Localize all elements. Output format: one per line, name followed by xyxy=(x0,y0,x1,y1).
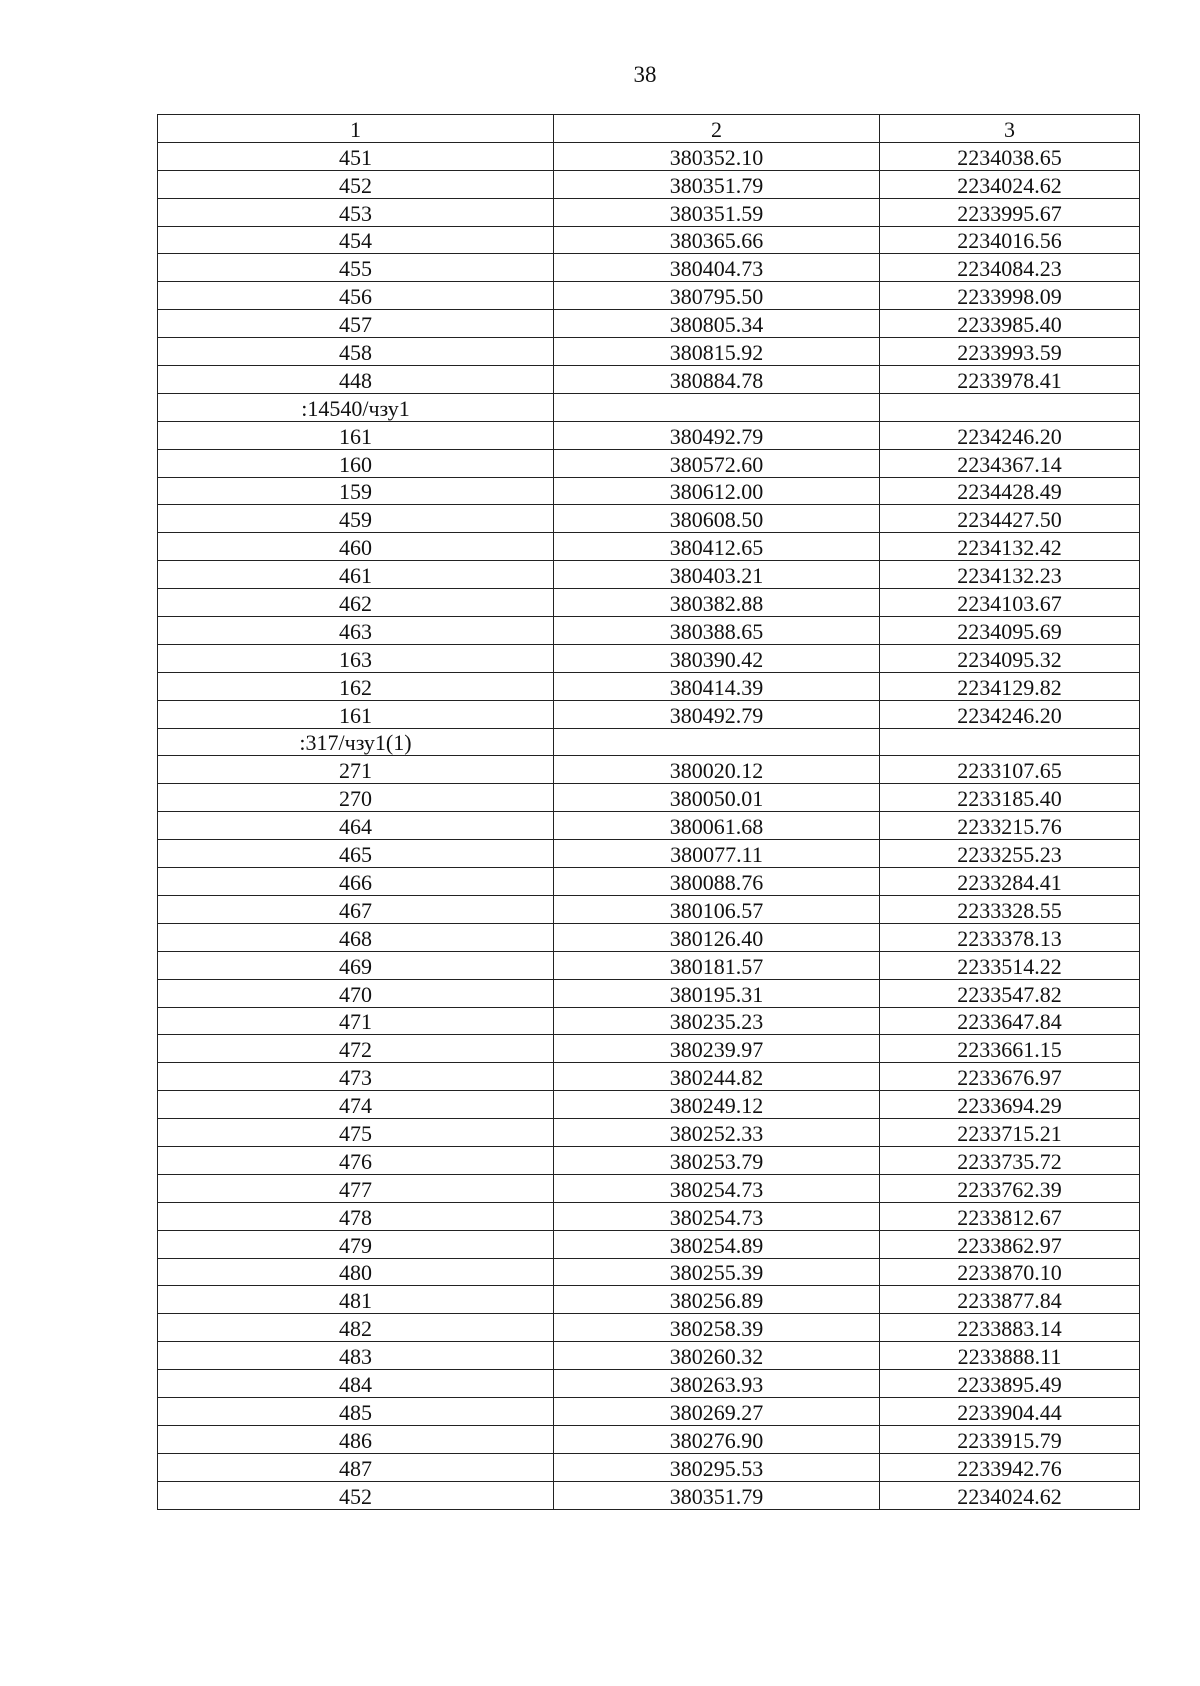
x-coordinate-cell: 380612.00 xyxy=(554,477,880,505)
point-number-cell: 467 xyxy=(158,895,554,923)
x-coordinate-cell: 380050.01 xyxy=(554,784,880,812)
section-label: :317/чзу1(1) xyxy=(158,728,554,756)
table-row xyxy=(158,254,1140,282)
x-coordinate-cell: 380255.39 xyxy=(554,1258,880,1286)
table-row xyxy=(158,1063,1140,1091)
point-number-cell: 475 xyxy=(158,1119,554,1147)
table-row xyxy=(158,1202,1140,1230)
table-header xyxy=(158,115,1140,143)
x-coordinate-cell: 380412.65 xyxy=(554,533,880,561)
table-row xyxy=(158,756,1140,784)
table-row xyxy=(158,672,1140,700)
y-coordinate-cell: 2233942.76 xyxy=(880,1453,1140,1481)
coordinates-table xyxy=(157,114,1140,1510)
x-coordinate-cell: 380414.39 xyxy=(554,672,880,700)
table-row xyxy=(158,1314,1140,1342)
table-row xyxy=(158,617,1140,645)
page-number: 38 xyxy=(633,62,657,87)
y-coordinate-cell: 2233715.21 xyxy=(880,1119,1140,1147)
y-coordinate-cell: 2233978.41 xyxy=(880,366,1140,394)
point-number-cell: 464 xyxy=(158,812,554,840)
y-coordinate-cell: 2233995.67 xyxy=(880,198,1140,226)
y-coordinate-cell: 2233647.84 xyxy=(880,1007,1140,1035)
y-coordinate-cell: 2233895.49 xyxy=(880,1370,1140,1398)
y-coordinate-cell: 2233694.29 xyxy=(880,1091,1140,1119)
point-number-cell: 483 xyxy=(158,1342,554,1370)
point-number-cell: 484 xyxy=(158,1370,554,1398)
y-coordinate-cell: 2234038.65 xyxy=(880,142,1140,170)
x-coordinate-cell: 380239.97 xyxy=(554,1035,880,1063)
x-coordinate-cell: 380492.79 xyxy=(554,421,880,449)
x-coordinate-cell: 380254.73 xyxy=(554,1174,880,1202)
y-coordinate-cell: 2233998.09 xyxy=(880,282,1140,310)
point-number-cell: 448 xyxy=(158,366,554,394)
x-coordinate-cell: 380235.23 xyxy=(554,1007,880,1035)
table-row xyxy=(158,1146,1140,1174)
table-row xyxy=(158,170,1140,198)
point-number-cell: 487 xyxy=(158,1453,554,1481)
y-coordinate-cell: 2234024.62 xyxy=(880,170,1140,198)
table-row xyxy=(158,700,1140,728)
x-coordinate-cell: 380249.12 xyxy=(554,1091,880,1119)
table-row xyxy=(158,1481,1140,1509)
x-coordinate-cell: 380088.76 xyxy=(554,868,880,896)
y-coordinate-cell: 2233888.11 xyxy=(880,1342,1140,1370)
x-coordinate-cell: 380365.66 xyxy=(554,226,880,254)
y-coordinate-cell: 2233676.97 xyxy=(880,1063,1140,1091)
y-coordinate-cell: 2234132.23 xyxy=(880,561,1140,589)
y-coordinate-cell: 2234103.67 xyxy=(880,589,1140,617)
table-row xyxy=(158,812,1140,840)
table-row xyxy=(158,1091,1140,1119)
point-number-cell: 162 xyxy=(158,672,554,700)
y-coordinate-cell: 2233215.76 xyxy=(880,812,1140,840)
table-row xyxy=(158,1230,1140,1258)
table-row xyxy=(158,1370,1140,1398)
table-row xyxy=(158,1119,1140,1147)
x-coordinate-cell: 380256.89 xyxy=(554,1286,880,1314)
point-number-cell: 163 xyxy=(158,644,554,672)
table-row xyxy=(158,477,1140,505)
point-number-cell: 455 xyxy=(158,254,554,282)
table-row xyxy=(158,840,1140,868)
header-row xyxy=(158,115,1140,143)
point-number-cell: 451 xyxy=(158,142,554,170)
point-number-cell: 159 xyxy=(158,477,554,505)
point-number-cell: 460 xyxy=(158,533,554,561)
y-coordinate-cell: 2233870.10 xyxy=(880,1258,1140,1286)
x-coordinate-cell: 380382.88 xyxy=(554,589,880,617)
x-coordinate-cell: 380258.39 xyxy=(554,1314,880,1342)
point-number-cell: 462 xyxy=(158,589,554,617)
point-number-cell: 453 xyxy=(158,198,554,226)
x-coordinate-cell: 380276.90 xyxy=(554,1425,880,1453)
y-coordinate-cell: 2234367.14 xyxy=(880,449,1140,477)
x-coordinate-cell: 380492.79 xyxy=(554,700,880,728)
section-label-row xyxy=(158,393,1140,421)
y-coordinate-cell: 2233107.65 xyxy=(880,756,1140,784)
x-coordinate-cell: 380195.31 xyxy=(554,979,880,1007)
y-coordinate-cell xyxy=(880,728,1140,756)
x-coordinate-cell: 380388.65 xyxy=(554,617,880,645)
table-row xyxy=(158,226,1140,254)
x-coordinate-cell: 380077.11 xyxy=(554,840,880,868)
point-number-cell: 471 xyxy=(158,1007,554,1035)
table-row xyxy=(158,561,1140,589)
x-coordinate-cell: 380260.32 xyxy=(554,1342,880,1370)
column-header-point: 1 xyxy=(158,115,554,143)
x-coordinate-cell: 380061.68 xyxy=(554,812,880,840)
x-coordinate-cell: 380254.89 xyxy=(554,1230,880,1258)
x-coordinate-cell: 380404.73 xyxy=(554,254,880,282)
table-row xyxy=(158,895,1140,923)
y-coordinate-cell: 2233862.97 xyxy=(880,1230,1140,1258)
table-row xyxy=(158,868,1140,896)
x-coordinate-cell: 380254.73 xyxy=(554,1202,880,1230)
x-coordinate-cell xyxy=(554,728,880,756)
point-number-cell: 473 xyxy=(158,1063,554,1091)
point-number-cell: 452 xyxy=(158,1481,554,1509)
point-number-cell: 161 xyxy=(158,700,554,728)
y-coordinate-cell: 2233284.41 xyxy=(880,868,1140,896)
table-row xyxy=(158,1342,1140,1370)
y-coordinate-cell: 2233812.67 xyxy=(880,1202,1140,1230)
y-coordinate-cell: 2233877.84 xyxy=(880,1286,1140,1314)
y-coordinate-cell: 2234246.20 xyxy=(880,421,1140,449)
y-coordinate-cell: 2233915.79 xyxy=(880,1425,1140,1453)
table-row xyxy=(158,644,1140,672)
x-coordinate-cell: 380126.40 xyxy=(554,923,880,951)
column-header-x: 2 xyxy=(554,115,880,143)
point-number-cell: 457 xyxy=(158,310,554,338)
x-coordinate-cell: 380244.82 xyxy=(554,1063,880,1091)
x-coordinate-cell: 380352.10 xyxy=(554,142,880,170)
x-coordinate-cell: 380884.78 xyxy=(554,366,880,394)
point-number-cell: 477 xyxy=(158,1174,554,1202)
y-coordinate-cell: 2233762.39 xyxy=(880,1174,1140,1202)
x-coordinate-cell: 380269.27 xyxy=(554,1397,880,1425)
point-number-cell: 486 xyxy=(158,1425,554,1453)
x-coordinate-cell: 380181.57 xyxy=(554,951,880,979)
table-row xyxy=(158,505,1140,533)
x-coordinate-cell: 380351.79 xyxy=(554,170,880,198)
point-number-cell: 271 xyxy=(158,756,554,784)
table-row xyxy=(158,951,1140,979)
table-row xyxy=(158,310,1140,338)
point-number-cell: 161 xyxy=(158,421,554,449)
x-coordinate-cell: 380252.33 xyxy=(554,1119,880,1147)
table-row xyxy=(158,449,1140,477)
y-coordinate-cell: 2233378.13 xyxy=(880,923,1140,951)
y-coordinate-cell: 2233328.55 xyxy=(880,895,1140,923)
y-coordinate-cell: 2233514.22 xyxy=(880,951,1140,979)
point-number-cell: 481 xyxy=(158,1286,554,1314)
x-coordinate-cell: 380805.34 xyxy=(554,310,880,338)
point-number-cell: 485 xyxy=(158,1397,554,1425)
table-row xyxy=(158,1007,1140,1035)
table-row xyxy=(158,1035,1140,1063)
x-coordinate-cell: 380572.60 xyxy=(554,449,880,477)
y-coordinate-cell xyxy=(880,393,1140,421)
section-label: :14540/чзу1 xyxy=(158,393,554,421)
point-number-cell: 160 xyxy=(158,449,554,477)
table-row xyxy=(158,979,1140,1007)
table-row xyxy=(158,923,1140,951)
x-coordinate-cell: 380403.21 xyxy=(554,561,880,589)
point-number-cell: 479 xyxy=(158,1230,554,1258)
table-row xyxy=(158,1453,1140,1481)
y-coordinate-cell: 2234427.50 xyxy=(880,505,1140,533)
column-header-y: 3 xyxy=(880,115,1140,143)
table-row xyxy=(158,421,1140,449)
y-coordinate-cell: 2233904.44 xyxy=(880,1397,1140,1425)
point-number-cell: 454 xyxy=(158,226,554,254)
point-number-cell: 474 xyxy=(158,1091,554,1119)
y-coordinate-cell: 2234095.69 xyxy=(880,617,1140,645)
y-coordinate-cell: 2234016.56 xyxy=(880,226,1140,254)
point-number-cell: 463 xyxy=(158,617,554,645)
point-number-cell: 270 xyxy=(158,784,554,812)
table-row xyxy=(158,784,1140,812)
x-coordinate-cell: 380351.59 xyxy=(554,198,880,226)
point-number-cell: 458 xyxy=(158,338,554,366)
point-number-cell: 469 xyxy=(158,951,554,979)
point-number-cell: 482 xyxy=(158,1314,554,1342)
table-row xyxy=(158,1174,1140,1202)
table-row xyxy=(158,1286,1140,1314)
table-row xyxy=(158,282,1140,310)
table-row xyxy=(158,589,1140,617)
x-coordinate-cell: 380295.53 xyxy=(554,1453,880,1481)
y-coordinate-cell: 2234428.49 xyxy=(880,477,1140,505)
point-number-cell: 476 xyxy=(158,1146,554,1174)
point-number-cell: 478 xyxy=(158,1202,554,1230)
table-row xyxy=(158,338,1140,366)
table-row xyxy=(158,1425,1140,1453)
x-coordinate-cell: 380253.79 xyxy=(554,1146,880,1174)
y-coordinate-cell: 2233547.82 xyxy=(880,979,1140,1007)
table-row xyxy=(158,366,1140,394)
point-number-cell: 470 xyxy=(158,979,554,1007)
point-number-cell: 466 xyxy=(158,868,554,896)
y-coordinate-cell: 2233993.59 xyxy=(880,338,1140,366)
x-coordinate-cell: 380351.79 xyxy=(554,1481,880,1509)
point-number-cell: 465 xyxy=(158,840,554,868)
point-number-cell: 461 xyxy=(158,561,554,589)
y-coordinate-cell: 2233985.40 xyxy=(880,310,1140,338)
x-coordinate-cell: 380390.42 xyxy=(554,644,880,672)
x-coordinate-cell: 380263.93 xyxy=(554,1370,880,1398)
table-row xyxy=(158,142,1140,170)
point-number-cell: 452 xyxy=(158,170,554,198)
x-coordinate-cell xyxy=(554,393,880,421)
section-label-row xyxy=(158,728,1140,756)
y-coordinate-cell: 2233735.72 xyxy=(880,1146,1140,1174)
y-coordinate-cell: 2234095.32 xyxy=(880,644,1140,672)
y-coordinate-cell: 2234084.23 xyxy=(880,254,1140,282)
x-coordinate-cell: 380795.50 xyxy=(554,282,880,310)
point-number-cell: 459 xyxy=(158,505,554,533)
table-row xyxy=(158,1397,1140,1425)
y-coordinate-cell: 2234024.62 xyxy=(880,1481,1140,1509)
table-body xyxy=(158,142,1140,1509)
y-coordinate-cell: 2234246.20 xyxy=(880,700,1140,728)
x-coordinate-cell: 380106.57 xyxy=(554,895,880,923)
y-coordinate-cell: 2233255.23 xyxy=(880,840,1140,868)
point-number-cell: 468 xyxy=(158,923,554,951)
y-coordinate-cell: 2234132.42 xyxy=(880,533,1140,561)
point-number-cell: 480 xyxy=(158,1258,554,1286)
y-coordinate-cell: 2233883.14 xyxy=(880,1314,1140,1342)
table-row xyxy=(158,1258,1140,1286)
table-row xyxy=(158,198,1140,226)
point-number-cell: 472 xyxy=(158,1035,554,1063)
table-row xyxy=(158,533,1140,561)
x-coordinate-cell: 380020.12 xyxy=(554,756,880,784)
point-number-cell: 456 xyxy=(158,282,554,310)
y-coordinate-cell: 2233661.15 xyxy=(880,1035,1140,1063)
y-coordinate-cell: 2234129.82 xyxy=(880,672,1140,700)
y-coordinate-cell: 2233185.40 xyxy=(880,784,1140,812)
x-coordinate-cell: 380815.92 xyxy=(554,338,880,366)
x-coordinate-cell: 380608.50 xyxy=(554,505,880,533)
